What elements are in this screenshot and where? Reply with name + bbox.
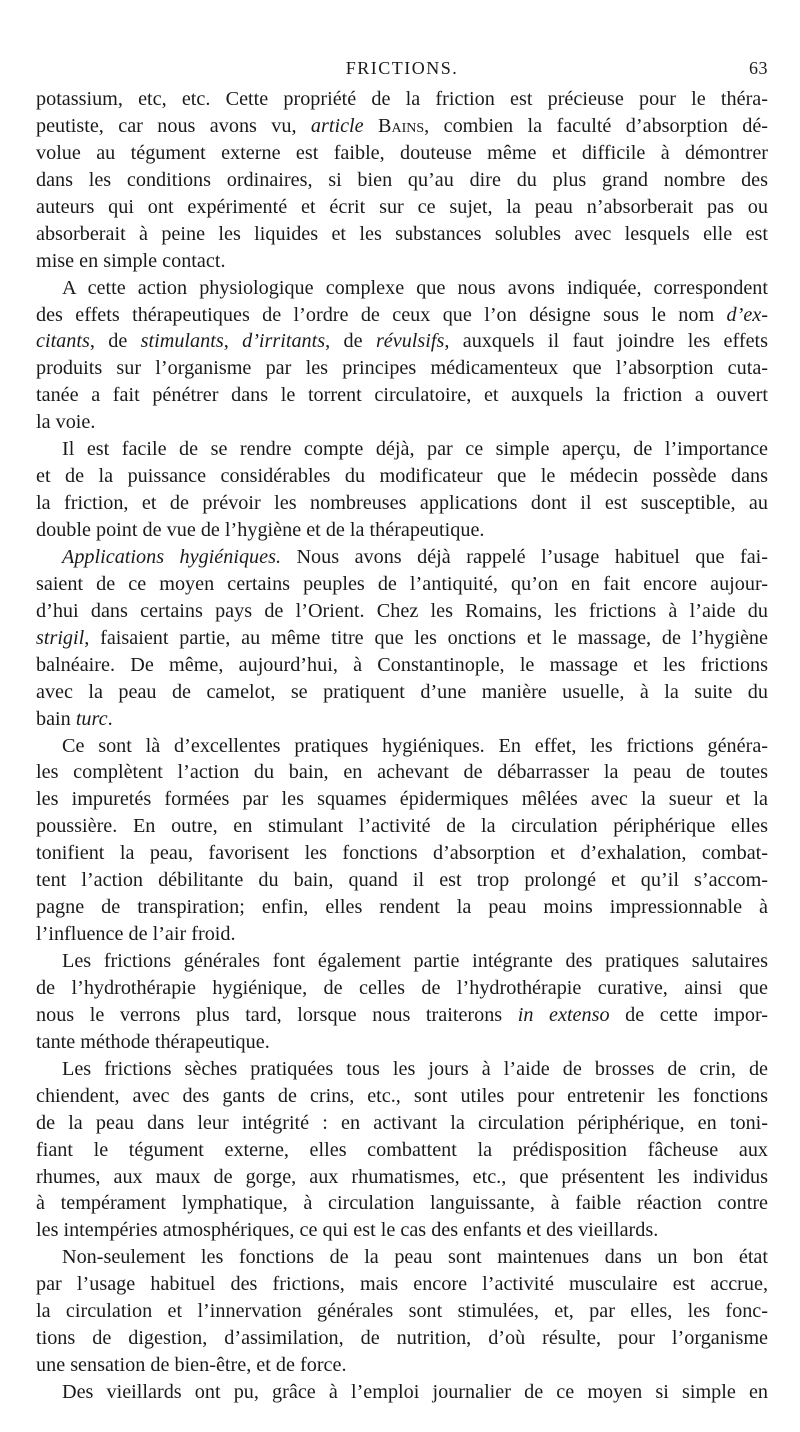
text-line: chiendent, avec des gants de crins, etc., sont utiles pour entretenir les fonctions [36,1084,768,1107]
paragraph [36,1244,768,1379]
text-line: dans les conditions ordinaires, si bien qu’au dire du plus grand nombre des [36,168,768,191]
text-line: produits sur l’organisme par les principes médicamenteux que l’absorption cuta- [36,357,768,380]
text-line: une sensation de bien-être, et de force. [36,1354,347,1377]
paragraph [36,275,768,437]
text-line: tonifient la peau, favorisent les fonctions d’absorption et d’exhalation, combat- [36,842,768,865]
text-line: la circulation et l’innervation générales sont stimulées, et, par elles, les fonc- [36,1300,768,1323]
text-line: la friction, et de prévoir les nombreuses applications dont il est susceptible, au [36,492,768,515]
text-line: peutiste, car nous avons vu, article Bains, combien la faculté d’absorption dé- [36,114,768,137]
text-line: de l’hydrothérapie hygiénique, de celles de l’hydrothérapie curative, ainsi que [36,976,768,999]
text-line: saient de ce moyen certains peuples de l’antiquité, qu’on en fait encore aujour- [36,572,768,595]
text-line: strigil, faisaient partie, au même titre que les onctions et le massage, de l’hygiène [36,626,768,649]
page-number: 63 [749,58,768,78]
text-line: tent l’action débilitante du bain, quand il est trop prolongé et qu’il s’accom- [36,869,768,892]
text-line: fiant le tégument externe, elles combattent la prédisposition fâcheuse aux [36,1138,768,1161]
text-line: avec la peau de camelot, se pratiquent d’une manière usuelle, à la suite du [36,680,768,703]
text-line: poussière. En outre, en stimulant l’activité de la circulation périphérique elles [36,815,768,838]
running-head [36,58,768,82]
body-text [36,86,768,1406]
text-line: mise en simple contact. [36,249,226,272]
text-line: d’hui dans certains pays de l’Orient. Chez les Romains, les frictions à l’aide du [36,599,768,622]
text-line: et de la puissance considérables du modificateur que le médecin possède dans [36,465,768,488]
text-line: Des vieillards ont pu, grâce à l’emploi journalier de ce moyen si simple en [62,1381,768,1403]
text-line: tanée a fait pénétrer dans le torrent circulatoire, et auxquels la friction a ouvert [36,384,768,407]
paragraph [36,733,768,949]
text-line: à tempérament lymphatique, à circulation languissante, à faible réaction contre [36,1192,768,1215]
text-line: Les frictions sèches pratiquées tous les jours à l’aide de brosses de crin, de [62,1057,768,1080]
text-line: Non-seulement les fonctions de la peau sont maintenues dans un bon état [62,1246,768,1269]
text-line: balnéaire. De même, aujourd’hui, à Constantinople, le massage et les frictions [36,653,768,676]
text-line: de la peau dans leur intégrité : en activant la circulation périphérique, en toni- [36,1111,768,1134]
text-line: les impuretés formées par les squames épidermiques mêlées avec la sueur et la [36,788,768,811]
text-line: potassium, etc, etc. Cette propriété de la friction est précieuse pour le théra- [36,88,768,110]
text-line: les complètent l’action du bain, en achevant de débarrasser la peau de toutes [36,761,768,784]
text-line: A cette action physiologique complexe que nous avons indiquée, correspondent [62,276,768,299]
text-line: bain turc. [36,707,113,730]
text-line: la voie. [36,411,96,434]
text-line: rhumes, aux maux de gorge, aux rhumatismes, etc., que présentent les individus [36,1165,768,1188]
text-line: pagne de transpiration; enfin, elles rendent la peau moins impressionnable à [36,896,768,919]
text-line: par l’usage habituel des frictions, mais encore l’activité musculaire est accrue, [36,1273,768,1296]
paragraph [36,436,768,544]
paragraph [36,544,768,733]
text-line: double point de vue de l’hygiène et de la thérapeutique. [36,519,485,541]
text-line: nous le verrons plus tard, lorsque nous traiterons in extenso de cette impor- [36,1003,768,1026]
text-line: Ce sont là d’excellentes pratiques hygiéniques. En effet, les frictions généra- [62,734,768,757]
text-line: les intempéries atmosphériques, ce qui est le cas des enfants et des vieillards. [36,1219,659,1242]
paragraph [36,1379,768,1406]
running-head-title: FRICTIONS. [345,58,459,78]
text-line: Applications hygiéniques. Nous avons déjà rappelé l’usage habituel que fai- [62,545,768,568]
text-line: citants, de stimulants, d’irritants, de révulsifs, auxquels il faut joindre les effets [36,330,768,353]
text-line: absorberait à peine les liquides et les substances solubles avec lesquels elle est [36,222,768,245]
text-line: l’influence de l’air froid. [36,923,236,946]
paragraph [36,1056,768,1245]
paragraph [36,948,768,1056]
text-line: volue au tégument externe est faible, douteuse même et difficile à démontrer [36,141,768,164]
text-line: Il est facile de se rendre compte déjà, par ce simple aperçu, de l’importance [62,438,768,461]
paragraph [36,86,768,275]
text-line: Les frictions générales font également partie intégrante des pratiques salutaires [62,950,768,972]
text-line: tions de digestion, d’assimilation, de nutrition, d’où résulte, pour l’organisme [36,1327,768,1350]
text-line: des effets thérapeutiques de l’ordre de ceux que l’on désigne sous le nom d’ex- [36,303,768,326]
text-line: auteurs qui ont expérimenté et écrit sur ce sujet, la peau n’absorberait pas ou [36,195,768,218]
text-line: tante méthode thérapeutique. [36,1030,270,1053]
